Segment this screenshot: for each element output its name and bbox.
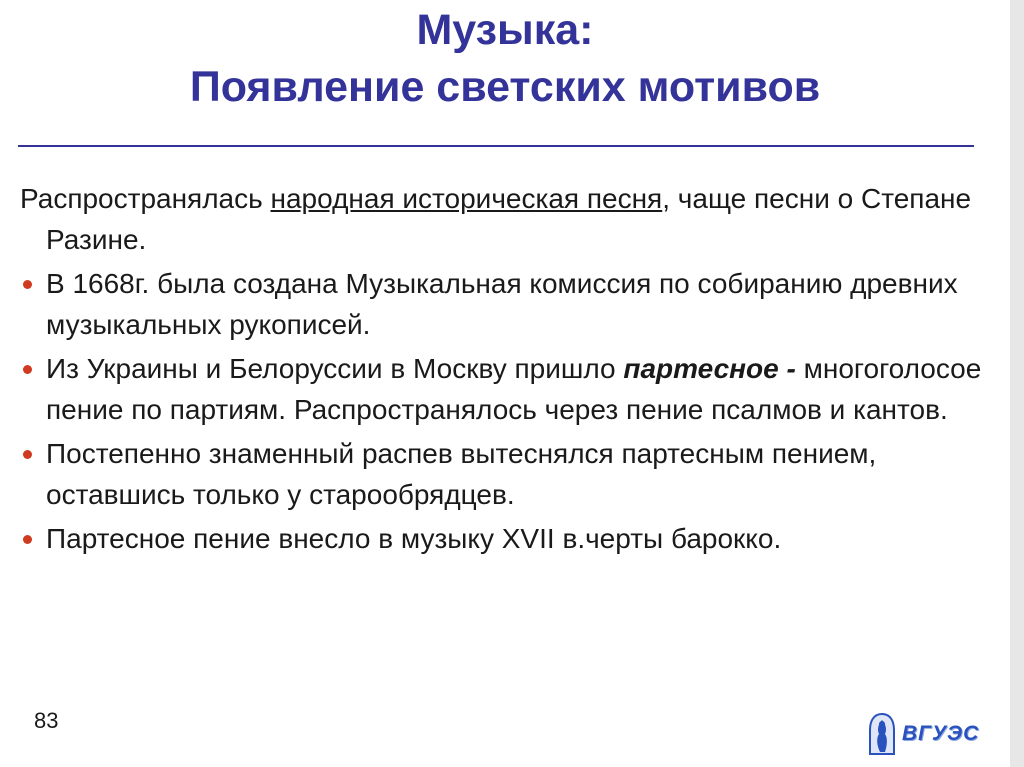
bullet-item-emphasis: партесное - — [623, 353, 796, 384]
paragraph-folk-song-pre: Распространялась — [20, 183, 271, 214]
bullet-item-text: В 1668г. была создана Музыкальная комиссия по собиранию древних музыкальных рукописей. — [46, 268, 958, 340]
bullet-item-text-post: многоголосое пение по партиям. Распространялось через пение псалмов и кантов. — [46, 353, 982, 425]
paragraph-folk-song — [20, 178, 1000, 260]
university-logo — [868, 712, 979, 756]
bullet-dot-icon — [23, 450, 32, 459]
paragraph-folk-song-underlined: народная историческая песня — [270, 183, 663, 214]
page-number: 83 — [34, 708, 59, 733]
title-line-2: Появление светских мотивов — [189, 63, 821, 111]
bullet-item-text-pre: Из Украины и Белоруссии в Москву пришло — [46, 353, 624, 384]
bullet-item-baroque — [20, 518, 1000, 559]
slide-title — [40, 2, 970, 116]
title-line-1: Музыка: — [416, 6, 594, 54]
bullet-dot-icon — [23, 280, 32, 289]
paragraph-folk-song-post: , чаще песни о Степане Разине. — [46, 183, 972, 255]
bullet-item-music-commission — [20, 263, 1000, 345]
bullet-item-text: Партесное пение внесло в музыку XVII в.черты барокко. — [46, 523, 782, 554]
bullet-item-partes-singing — [20, 348, 1000, 430]
bullet-dot-icon — [23, 365, 32, 374]
university-emblem-icon — [868, 712, 896, 756]
bullet-item-znamenny-chant — [20, 433, 1000, 515]
title-divider — [18, 145, 974, 147]
logo-label: ВГУЭС — [902, 722, 980, 745]
bullet-item-text: Постепенно знаменный распев вытеснялся партесным пением, оставшись только у старообрядцев. — [46, 438, 877, 510]
bullet-dot-icon — [23, 535, 32, 544]
slide-body — [20, 178, 1000, 562]
